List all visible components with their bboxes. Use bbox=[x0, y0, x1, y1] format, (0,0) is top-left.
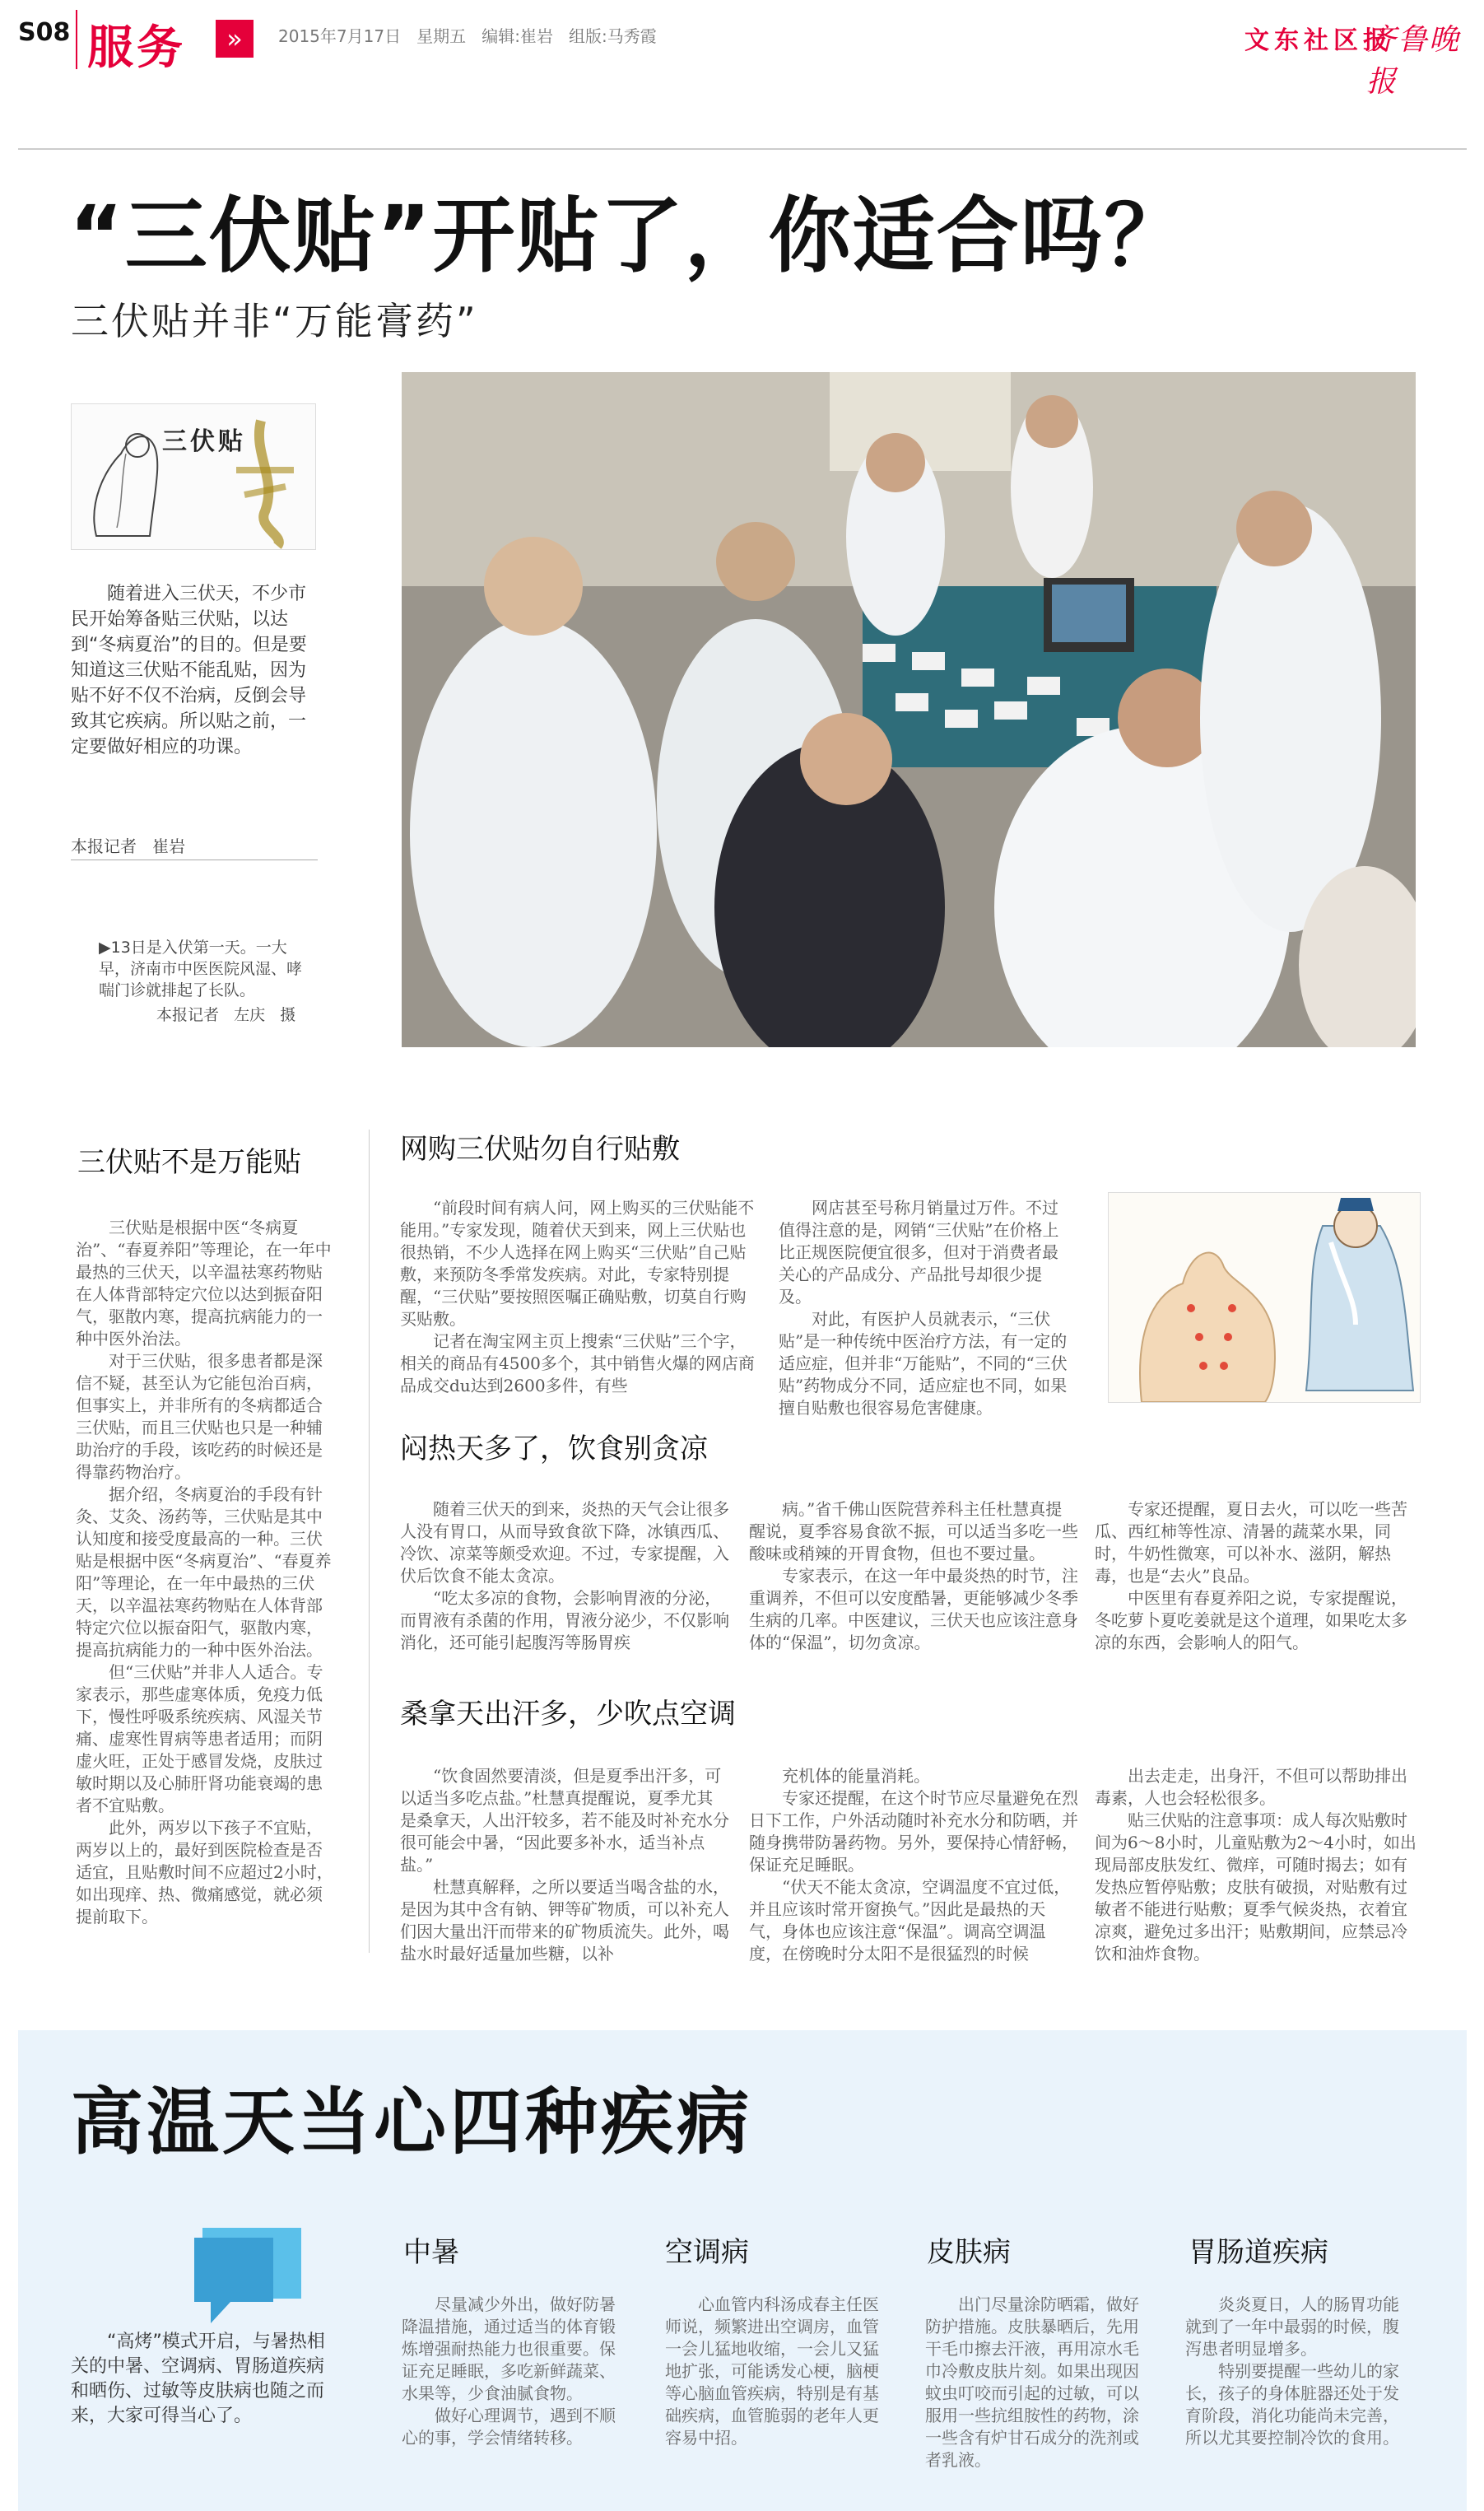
disease-text: 心血管内科汤成春主任医师说，频繁进出空调房，血管一会儿猛地收缩，一会儿又猛地扩张，可能诱发心梗，脑梗等心脑血管疾病，特别是有基础疾病，血管脆弱的老年人更容易中招。 bbox=[665, 2294, 879, 2448]
left-paragraph: 此外，两岁以下孩子不宜贴，两岁以上的，最好到医院检查是否适宜，且贴敷时间不应超过2小时，如出现痒、热、微痛感觉，就必须提前取下。 bbox=[76, 1818, 333, 1926]
section-name: 服务 bbox=[87, 21, 186, 75]
header-rule bbox=[18, 148, 1467, 150]
disease-text: 出门尽量涂防晒霜，做好防护措施。皮肤暴晒后，先用干毛巾擦去汗液，再用凉水毛巾冷敷皮肤片刻。如果出现因蚊虫叮咬而引起的过敏，可以服用一些抗组胺性的药物，涂一些含有炉甘石成分的洗剂或者乳液。 bbox=[925, 2294, 1139, 2470]
ink-art-illustration bbox=[71, 403, 316, 550]
byline: 本报记者 崔岩 bbox=[71, 836, 186, 856]
issue-meta: 2015年7月17日 星期五 编辑:崔岩 组版:马秀霞 bbox=[278, 26, 657, 46]
photo-credit: 本报记者 左庆 摄 bbox=[156, 1006, 296, 1024]
disease-title: 胃肠道疾病 bbox=[1189, 2236, 1328, 2269]
section2-col2: 病。”省千佛山医院营养科主任杜慧真提醒说，夏季容易食欲不振，可以适当多吃一些酸味或稍辣的开胃食物，但也不要过量。 专家表示，在这一年中最炎热的时节，注重调养，不但可以安度酷暑，更能够减少冬季生病的几率。中医建议，三伏天也应该注意身体的“保温”，切勿贪凉。 bbox=[749, 1499, 1078, 1652]
left-paragraph: 三伏贴是根据中医“冬病夏治”、“春夏养阳”等理论，在一年中最热的三伏天，以辛温祛寒药物贴在人体背部特定穴位以达到振奋阳气，驱散内寒，提高抗病能力的一种中医外治法。 bbox=[76, 1218, 332, 1349]
disease-text: 炎炎夏日，人的肠胃功能就到了一年中最弱的时候，腹泻患者明显增多。 特别要提醒一些幼儿的家长，孩子的身体脏器还处于发育阶段，消化功能尚未完善，所以尤其要控制冷饮的食用。 bbox=[1185, 2294, 1399, 2448]
section3-col3: 出去走走，出身汗，不但可以帮助排出毒素，人也会轻松很多。 贴三伏贴的注意事项：成人每次贴敷时间为6～8小时，儿童贴敷为2～4小时，如出现局部皮肤发红、微痒，可随时揭去；如有发热应暂停贴敷；皮肤有破损，对贴敷有过敏者不能进行贴敷；夏季气候炎热，衣着宜凉爽，避免过多出汗；贴敷期间，应禁忌冷饮和油炸食物。 bbox=[1095, 1766, 1417, 1964]
left-paragraph: 但“三伏贴”并非人人适合。专家表示，那些虚寒体质，免疫力低下，慢性呼吸系统疾病、风湿关节痛、虚寒性胃病等患者适用；而阴虚火旺，正处于感冒发烧，皮肤过敏时期以及心肺肝肾功能衰竭的患者不宜贴敷。 bbox=[76, 1662, 323, 1815]
section3-col1: “饮食固然要清淡，但是夏季出汗多，可以适当多吃点盐。”杜慧真提醒说，夏季尤其是桑拿天，人出汗较多，若不能及时补充水分很可能会中暑，“因此要多补水，适当补点盐。” 杜慧真解释，之所以要适当喝含盐的水，是因为其中含有钠、钾等矿物质，可以补充人们因大量出汗而带来的矿物质流失。此外，喝盐水时最好适量加些糖，以补 bbox=[400, 1766, 729, 1964]
headline: “三伏贴”开贴了，你适合吗？ bbox=[69, 188, 1189, 284]
disease-title: 皮肤病 bbox=[927, 2236, 1011, 2269]
newspaper-logo: 齐鲁晚报 bbox=[1366, 23, 1461, 99]
subheadline: 三伏贴并非“万能膏药” bbox=[71, 299, 478, 343]
left-article-body bbox=[76, 1217, 334, 1928]
ink-art-text: 三伏贴 bbox=[162, 427, 246, 456]
section2-col3: 专家还提醒，夏日去火，可以吃一些苦瓜、西红柿等性凉、清暑的蔬菜水果，同时，牛奶性微寒，可以补水、滋阴，解热毒，也是“去火”良品。 中医里有春夏养阳之说，专家提醒说，冬吃萝卜夏吃姜就是这个道理，如果吃太多凉的东西，会影响人的阳气。 bbox=[1095, 1499, 1407, 1652]
clinic-photo bbox=[402, 372, 1416, 1047]
section3-col2: 充机体的能量消耗。 专家还提醒，在这个时节应尽量避免在烈日下工作，户外活动随时补充水分和防晒，并随身携带防暑药物。另外，要保持心情舒畅，保证充足睡眠。 “伏天不能太贪凉，空调温度不宜过低，并且应该时常开窗换气。”因此是最热的天气，身体也应该注意“保温”。调高空调温度，在傍晚时分太阳不是很猛烈的时候 bbox=[749, 1766, 1078, 1964]
disease-title: 中暑 bbox=[403, 2236, 459, 2269]
bottom-intro: “高烤”模式开启，与暑热相关的中暑、空调病、胃肠道疾病和晒伤、过敏等皮肤病也随之而来，大家可得当心了。 bbox=[71, 2332, 325, 2426]
section-title: 桑拿天出汗多，少吹点空调 bbox=[400, 1698, 736, 1731]
section2-col1: 随着三伏天的到来，炎热的天气会让很多人没有胃口，从而导致食欲下降，冰镇西瓜、冷饮、凉菜等颇受欢迎。不过，专家提醒，入伏后饮食不能太贪凉。 “吃太多凉的食物，会影响胃液的分泌，而胃液有杀菌的作用，胃液分泌少，不仅影响消化，还可能引起腹泻等肠胃疾 bbox=[400, 1499, 729, 1652]
left-paragraph: 据介绍，冬病夏治的手段有针灸、艾灸、汤药等，三伏贴是其中认知度和接受度最高的一种。三伏贴是根据中医“冬病夏治”、“春夏养阳”等理论，在一年中最热的三伏天，以辛温祛寒药物贴在人体背部特定穴位以振奋阳气，驱散内寒，提高抗病能力的一种中医外治法。 bbox=[76, 1484, 332, 1660]
section-title: 网购三伏贴勿自行贴敷 bbox=[400, 1133, 680, 1166]
disease-text: 尽量减少外出，做好防暑降温措施，通过适当的体育锻炼增强耐热能力也很重要。保证充足睡眠，多吃新鲜蔬菜、水果等，少食油腻食物。 做好心理调节，遇到不顺心的事，学会情绪转移。 bbox=[402, 2294, 616, 2448]
photo-caption: ▶13日是入伏第一天。一大早，济南市中医医院风湿、哮喘门诊就排起了长队。 bbox=[99, 939, 303, 999]
left-paragraph: 对于三伏贴，很多患者都是深信不疑，甚至认为它能包治百病，但事实上，并非所有的冬病都适合三伏贴，而且三伏贴也只是一种辅助治疗的手段，该吃药的时候还是得靠药物治疗。 bbox=[76, 1351, 323, 1482]
header-divider bbox=[76, 10, 77, 69]
disease-title: 空调病 bbox=[665, 2236, 749, 2269]
section-title: 闷热天多了，饮食别贪凉 bbox=[400, 1433, 708, 1465]
speech-bubble-icon bbox=[194, 2228, 314, 2325]
community-label: 文东社区报 bbox=[1244, 26, 1393, 55]
bottom-title: 高温天当心四种疾病 bbox=[71, 2080, 753, 2164]
intro-text: 随着进入三伏天，不少市民开始筹备贴三伏贴，以达到“冬病夏治”的目的。但是要知道这三伏贴不能乱贴，因为贴不好不仅不治病，反倒会导致其它疾病。所以贴之前，一定要做好相应的功课。 bbox=[71, 584, 307, 757]
acupoint-illustration bbox=[1108, 1192, 1421, 1403]
section1-col2: 网店甚至号称月销量过万件。不过值得注意的是，网销“三伏贴”在价格上比正规医院便宜很多，但对于消费者最关心的产品成分、产品批号却很少提及。 对此，有医护人员就表示，“三伏贴”是一种传统中医治疗方法，有一定的适应症，但并非“万能贴”，不同的“三伏贴”药物成分不同，适应症也不同，如果擅自贴敷也很容易危害健康。 bbox=[779, 1198, 1068, 1418]
column-divider bbox=[369, 1130, 370, 1953]
section-arrow-icon: » bbox=[216, 20, 254, 58]
left-article-title: 三伏贴不是万能贴 bbox=[77, 1146, 301, 1179]
section1-col1: “前段时间有病人问，网上购买的三伏贴能不能用。”专家发现，随着伏天到来，网上三伏贴也很热销，不少人选择在网上购买“三伏贴”自己贴敷，来预防冬季常发疾病。对此，专家特别提醒，“三伏贴”要按照医嘱正确贴敷，切莫自行购买贴敷。 记者在淘宝网主页上搜索“三伏贴”三个字，相关的商品有4500多个，其中销售火爆的网店商品成交du达到2600多件，有些 bbox=[400, 1198, 755, 1395]
page-number: S08 bbox=[18, 18, 71, 47]
